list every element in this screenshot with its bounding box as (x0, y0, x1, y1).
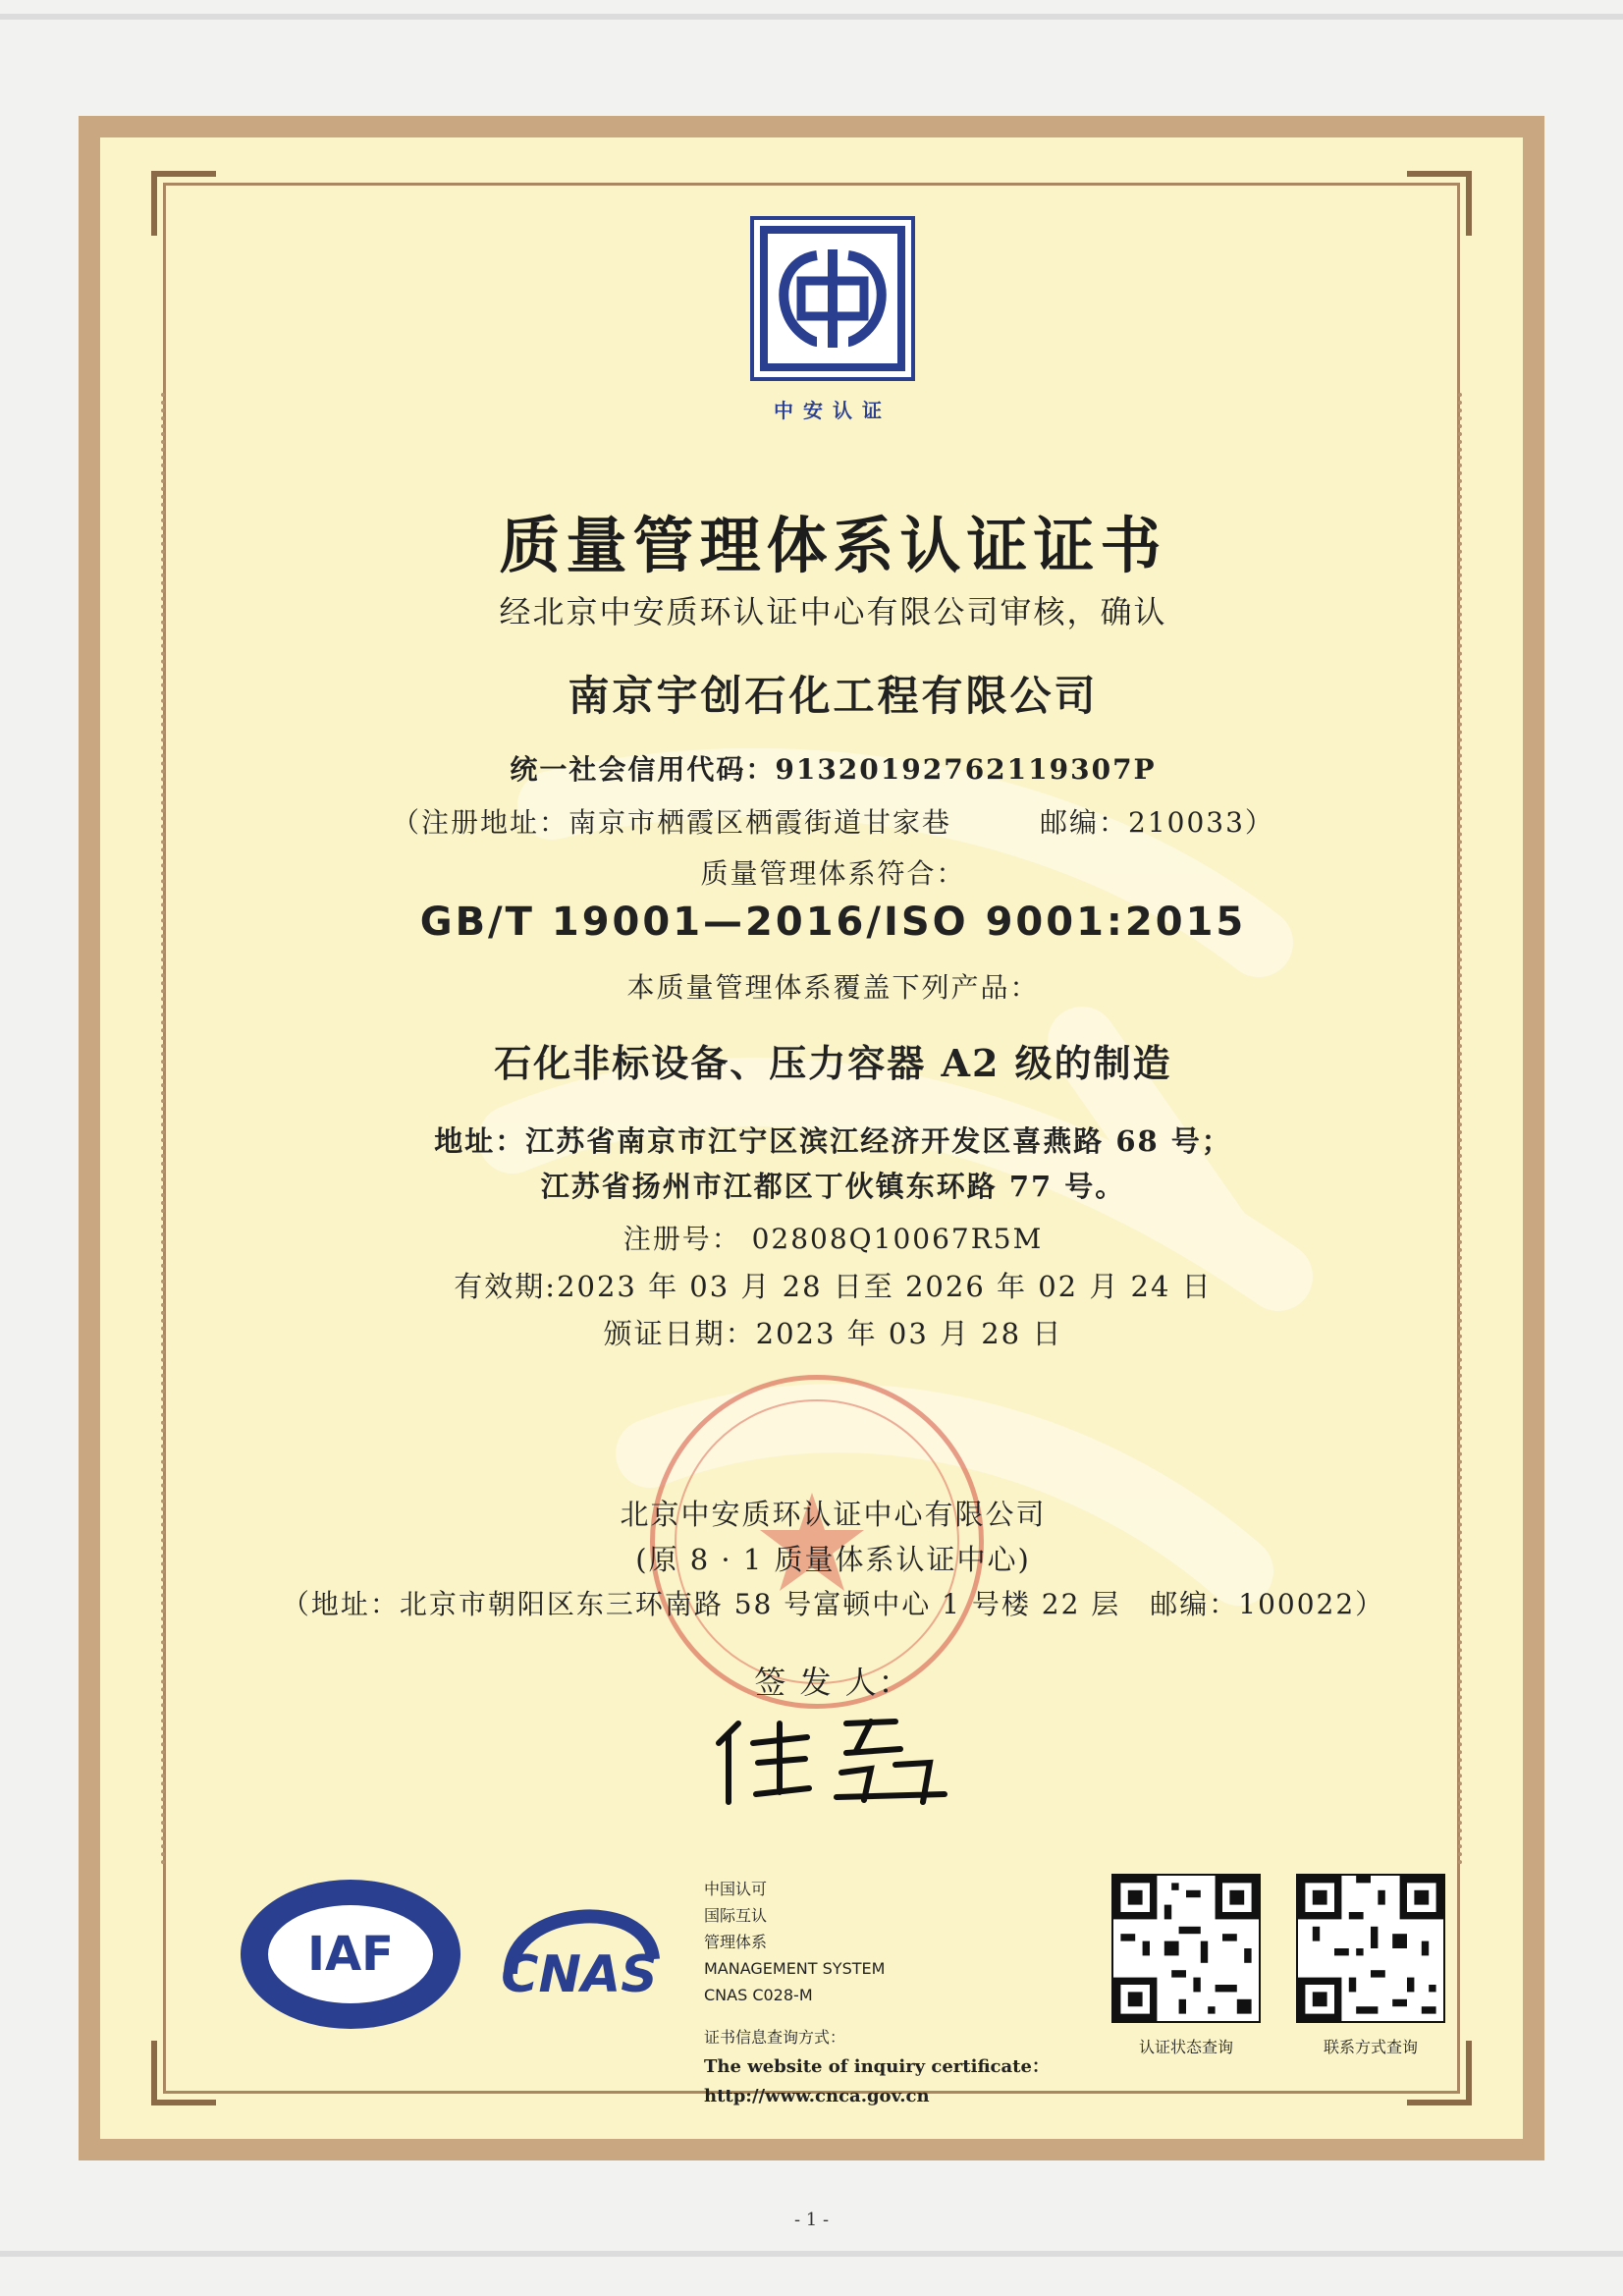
certificate-paper (100, 137, 1523, 2139)
inquiry-info (704, 2023, 1050, 2111)
signature (699, 1704, 964, 1812)
signatory-label: 签 发 人： (754, 1664, 912, 1701)
company-name: 南京宇创石化工程有限公司 (568, 672, 1099, 720)
certified-scope: 石化非标设备、压力容器 A2 级的制造 (494, 1041, 1172, 1085)
accreditation-line: MANAGEMENT SYSTEM (704, 1959, 886, 1978)
corner-ornament (151, 2041, 216, 2105)
seal-star-icon (650, 1375, 974, 1699)
logo-caption: 中安认证 (774, 399, 892, 422)
credit-code: 统一社会信用代码：91320192762119307P (510, 753, 1157, 786)
qr-code-icon (1113, 1876, 1259, 2021)
zhongan-logo-icon (754, 220, 911, 377)
registered-address: （注册地址：南京市栖霞区栖霞街道甘家巷 邮编：210033） (392, 806, 1274, 839)
corner-ornament (1407, 171, 1472, 236)
accreditation-line: CNAS C028-M (704, 1986, 813, 2004)
qr-label-status: 认证状态查询 (1138, 2038, 1233, 2056)
zhongan-logo (750, 216, 915, 381)
corner-ornament (151, 171, 216, 236)
conforms-label: 质量管理体系符合： (700, 857, 966, 890)
certificate-title: 质量管理体系认证证书 (499, 510, 1167, 581)
inquiry-url[interactable]: http://www.cnca.gov.cn (704, 2086, 930, 2106)
page-number: - 1 - (793, 2210, 830, 2230)
qr-code-contact[interactable] (1296, 1874, 1445, 2023)
issue-date: 颁证日期：2023 年 03 月 28 日 (603, 1317, 1063, 1350)
issued-by-line: 经北京中安质环认证中心有限公司审核，确认 (499, 593, 1167, 630)
scan-edge-top (0, 14, 1623, 20)
registration-number: 注册号： 02808Q10067R5M (622, 1223, 1044, 1255)
accreditation-text (704, 1876, 885, 2008)
issuer-former-name: (原 8 · 1 质量体系认证中心) (635, 1543, 1031, 1576)
inquiry-en: The website of inquiry certificate： (704, 2056, 1050, 2077)
validity-period: 有效期:2023 年 03 月 28 日至 2026 年 02 月 24 日 (454, 1270, 1213, 1303)
iaf-logo (238, 1876, 463, 2033)
issuer-address: （地址：北京市朝阳区东三环南路 58 号富顿中心 1 号楼 22 层 邮编：100022） (281, 1588, 1385, 1620)
accreditation-line: 国际互认 (704, 1906, 768, 1925)
qr-label-contact: 联系方式查询 (1323, 2038, 1418, 2056)
site-address-2: 江苏省扬州市江都区丁伙镇东环路 77 号。 (540, 1170, 1126, 1203)
cnas-logo (481, 1866, 677, 2043)
standard: GB/T 19001—2016/ISO 9001:2015 (419, 900, 1247, 945)
cnas-label: CNAS (501, 1945, 658, 2004)
site-address-1: 地址：江苏省南京市江宁区滨江经济开发区喜燕路 68 号； (434, 1124, 1232, 1158)
accreditation-line: 中国认可 (704, 1880, 768, 1898)
issuer-name: 北京中安质环认证中心有限公司 (620, 1498, 1047, 1531)
scan-edge-bottom (0, 2251, 1623, 2257)
accreditation-line: 管理体系 (704, 1933, 768, 1951)
qr-code-icon (1298, 1876, 1443, 2021)
certificate-sheet (79, 116, 1544, 2160)
inquiry-label: 证书信息查询方式： (704, 2028, 846, 2047)
qr-code-status[interactable] (1111, 1874, 1261, 2023)
iaf-label: IAF (307, 1927, 394, 1982)
scope-intro: 本质量管理体系覆盖下列产品： (626, 971, 1040, 1004)
